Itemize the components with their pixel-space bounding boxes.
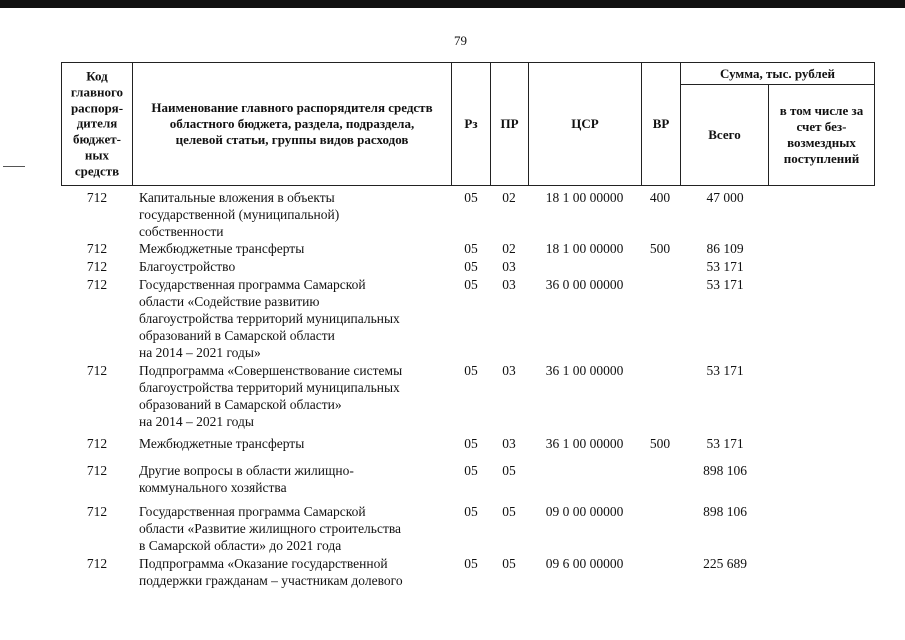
row-code: 712 bbox=[86, 190, 108, 205]
row-total: 898 106 bbox=[703, 504, 747, 519]
row-pr: 02 bbox=[502, 241, 516, 256]
header-csr: ЦСР bbox=[571, 116, 599, 131]
row-vr: 400 bbox=[649, 190, 671, 205]
row-name-line: на 2014 – 2021 годы bbox=[139, 414, 254, 429]
row-csr: 09 6 00 00000 bbox=[545, 556, 624, 571]
row-rz: 05 bbox=[464, 436, 478, 451]
row-name-line: Другие вопросы в области жилищно- bbox=[139, 463, 354, 478]
row-code: 712 bbox=[86, 259, 108, 274]
page-top-border bbox=[0, 0, 905, 8]
row-vr: 500 bbox=[649, 436, 671, 451]
header-csr-cell bbox=[528, 62, 642, 186]
row-code: 712 bbox=[86, 504, 108, 519]
header-rz-cell bbox=[451, 62, 491, 186]
row-pr: 03 bbox=[502, 259, 516, 274]
header-vr: ВР bbox=[652, 116, 670, 131]
row-vr: 500 bbox=[649, 241, 671, 256]
row-rz: 05 bbox=[464, 241, 478, 256]
header-name-cell bbox=[132, 62, 452, 186]
row-name-line: образований в Самарской области» bbox=[139, 397, 342, 412]
row-csr: 36 1 00 00000 bbox=[545, 436, 624, 451]
row-rz: 05 bbox=[464, 504, 478, 519]
row-pr: 03 bbox=[502, 277, 516, 292]
row-total: 53 171 bbox=[706, 259, 744, 274]
row-csr: 18 1 00 00000 bbox=[545, 241, 624, 256]
row-name-line: на 2014 – 2021 годы» bbox=[139, 345, 261, 360]
page-number: 79 bbox=[454, 33, 467, 48]
row-rz: 05 bbox=[464, 259, 478, 274]
header-vr-cell bbox=[641, 62, 681, 186]
row-name-line: Благоустройство bbox=[139, 259, 236, 274]
row-csr: 09 0 00 00000 bbox=[545, 504, 624, 519]
header-sum-cell bbox=[680, 62, 875, 85]
row-name-line: в Самарской области» до 2021 года bbox=[139, 538, 342, 553]
row-pr: 03 bbox=[502, 363, 516, 378]
row-rz: 05 bbox=[464, 463, 478, 478]
row-rz: 05 bbox=[464, 190, 478, 205]
row-pr: 03 bbox=[502, 436, 516, 451]
header-free-cell bbox=[768, 84, 875, 186]
header-pr: ПР bbox=[500, 116, 519, 131]
row-name-line: коммунального хозяйства bbox=[139, 480, 287, 495]
row-name-line: благоустройства территорий муниципальных bbox=[139, 311, 400, 326]
row-pr: 05 bbox=[502, 463, 516, 478]
row-pr: 05 bbox=[502, 504, 516, 519]
header-total-cell bbox=[680, 84, 769, 186]
row-code: 712 bbox=[86, 363, 108, 378]
row-rz: 05 bbox=[464, 363, 478, 378]
header-free: в том числе за счет без-возмездных поступлений bbox=[779, 103, 864, 166]
row-total: 225 689 bbox=[703, 556, 747, 571]
row-name-line: Межбюджетные трансферты bbox=[139, 241, 305, 256]
row-name-line: Государственная программа Самарской bbox=[139, 277, 366, 292]
row-total: 898 106 bbox=[703, 463, 747, 478]
row-name-line: собственности bbox=[139, 224, 224, 239]
row-name-line: поддержки гражданам – участникам долевого bbox=[139, 573, 403, 588]
row-code: 712 bbox=[86, 277, 108, 292]
header-name: Наименование главного распорядителя средств областного бюджета, раздела, подраздела, целевой статьи, группы видов расходов bbox=[151, 100, 433, 147]
row-name-line: благоустройства территорий муниципальных bbox=[139, 380, 400, 395]
row-csr: 36 0 00 00000 bbox=[545, 277, 624, 292]
header-total: Всего bbox=[708, 127, 741, 142]
row-name-line: государственной (муниципальной) bbox=[139, 207, 340, 222]
row-csr: 36 1 00 00000 bbox=[545, 363, 624, 378]
header-pr-cell bbox=[490, 62, 529, 186]
row-total: 53 171 bbox=[706, 277, 744, 292]
row-name-line: Межбюджетные трансферты bbox=[139, 436, 305, 451]
row-name-line: образований в Самарской области bbox=[139, 328, 335, 343]
header-sum: Сумма, тыс. рублей bbox=[720, 65, 835, 81]
header-rz: Рз bbox=[464, 116, 478, 131]
row-total: 53 171 bbox=[706, 363, 744, 378]
row-pr: 05 bbox=[502, 556, 516, 571]
row-name-line: Государственная программа Самарской bbox=[139, 504, 366, 519]
row-rz: 05 bbox=[464, 556, 478, 571]
row-total: 86 109 bbox=[706, 241, 744, 256]
row-total: 47 000 bbox=[706, 190, 744, 205]
margin-mark bbox=[3, 166, 25, 167]
row-csr: 18 1 00 00000 bbox=[545, 190, 624, 205]
row-name-line: Подпрограмма «Оказание государственной bbox=[139, 556, 388, 571]
row-pr: 02 bbox=[502, 190, 516, 205]
row-rz: 05 bbox=[464, 277, 478, 292]
row-code: 712 bbox=[86, 556, 108, 571]
row-code: 712 bbox=[86, 241, 108, 256]
header-code: Код главного распоря-дителя бюджет-ных средств bbox=[70, 68, 124, 179]
row-code: 712 bbox=[86, 463, 108, 478]
row-code: 712 bbox=[86, 436, 108, 451]
header-code-cell bbox=[61, 62, 133, 186]
row-name-line: области «Содействие развитию bbox=[139, 294, 320, 309]
row-name-line: области «Развитие жилищного строительства bbox=[139, 521, 402, 536]
row-name-line: Капитальные вложения в объекты bbox=[139, 190, 335, 205]
row-name-line: Подпрограмма «Совершенствование системы bbox=[139, 363, 403, 378]
row-total: 53 171 bbox=[706, 436, 744, 451]
